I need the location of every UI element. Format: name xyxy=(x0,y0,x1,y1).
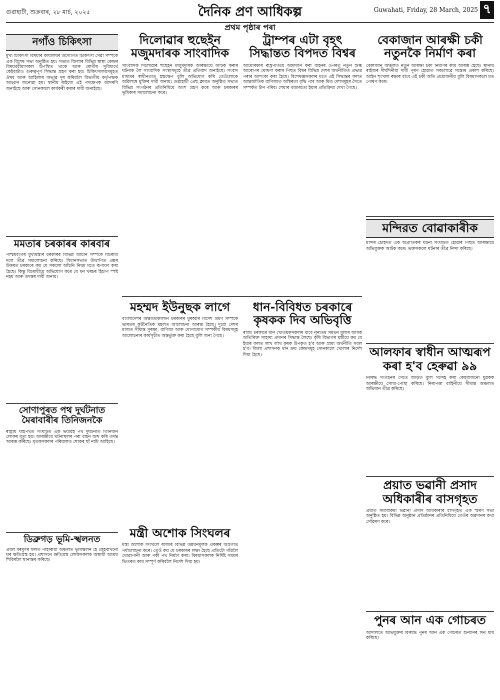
headline: মহম্মদ ইউনুছক লাগে xyxy=(129,300,231,314)
article-body: আদালতে অভিযুক্তৰ বিৰুদ্ধে পুনৰ আন এক গোচৰত শুনানিৰ দিন ধাৰ্য কৰিছে। xyxy=(366,630,494,641)
headline: দিলোৱাৰ হুছেইন মজুমদাৰক সাংবাদিক xyxy=(130,33,230,61)
article-body: ৰাষ্ট্ৰীয় ঘাইপথত সংঘটিত এক ভয়াৱহ পথ দুৰ্ঘটনাত তিনিজন লোকৰ মৃত্যু হয়। আৰক্ষীয়ে ঘটনাস্থলৰ পৰা বাহন জব্দ কৰি তদন্ত আৰম্ভ কৰিছে। মৃতকসকলৰ পৰিয়ালত শোকৰ ছাঁ নামি আহিছে। xyxy=(6,429,118,446)
left-column xyxy=(6,32,118,638)
article-body: প্ৰয়াত সমাজকৰ্মী ভৱানী প্ৰসাদ অধিকাৰীৰ বাসগৃহত এক স্মৰণ সভা অনুষ্ঠিত হয়। বিভিন্ন অনুষ্ঠান প্ৰতিষ্ঠানৰ প্ৰতিনিধিয়ে তেওঁৰ অৱদানৰ কথা সোঁৱৰণ কৰে। xyxy=(366,509,494,525)
article-body: আমেৰিকাৰ ৰাষ্ট্ৰপতিয়ে আমদানি কৰা বাহনৰ ওপৰত নতুন শুল্ক আৰোপৰ ঘোষণা কৰাৰ পিছত বিশ্বৰ বিভিন্ন দেশৰ অৰ্থনীতিত প্ৰভাৱ পৰাৰ আশংকা কৰা হৈছে। বিশেষজ্ঞসকলৰ মতে এই সিদ্ধান্তৰ ফলত আন্তৰ্জাতিক বাণিজ্যত অস্থিৰতা বৃদ্ধি পাব আৰু মিত্ৰ দেশসমূহৰ সৈতে সম্পৰ্কত টান পৰিব। শেয়াৰ বজাৰতো ইয়াৰ প্ৰতিক্ৰিয়া দেখা গৈছে। xyxy=(243,63,362,91)
headline: মন্ত্ৰী অশোক সিংঘলৰ xyxy=(129,526,231,540)
article xyxy=(6,406,118,529)
continuation-label: প্ৰথম পৃষ্ঠাৰ পৰা xyxy=(224,22,276,32)
page-header xyxy=(6,2,494,23)
article xyxy=(122,32,238,296)
headline: পুনৰ আন এক গোচৰত xyxy=(374,613,486,628)
headline: ডিব্ৰুগড় ভূমি-স্খলনত xyxy=(23,534,101,545)
article-body: নিষিদ্ধ সংগঠনৰ সৈতে জড়িত বুলি সন্দেহ কৰা কেইবাজনো যুৱকক আৰক্ষীয়ে সোধা-পোছা কৰিছে। নিৰাপত্তা বাহিনীয়ে সীমান্ত অঞ্চলত অভিযান তীব্ৰ কৰিছে। xyxy=(366,376,494,392)
headline: বেকাজান আৰক্ষী চকী নতুনকৈ নিৰ্মাণ কৰা xyxy=(377,33,483,61)
article xyxy=(243,299,362,681)
article xyxy=(6,34,118,234)
article-body: সাংবাদিক দিলোৱাৰ হুছেইন মজুমদাৰক আৰক্ষীয়ে আটক কৰাৰ ঘটনাক লৈ সাংবাদিক সংস্থাসমূহে তীব্ৰ প্ৰতিবাদ জনাইছে। সংবাদ মাধ্যমৰ স্বাধীনতাত হস্তক্ষেপ বুলি অভিযোগ কৰি তেওঁলোকে অৱিলম্বে মুক্তিৰ দাবী জনায়। গুৱাহাটী প্ৰেছ ক্লাবত অনুষ্ঠিত সভাত বিভিন্ন সংগঠনৰ প্ৰতিনিধিয়ে অংশ গ্ৰহণ কৰে আৰু চৰকাৰৰ ভূমিকাৰ সমালোচনা কৰে। xyxy=(122,63,238,96)
article xyxy=(366,479,494,609)
article-body: মন্দিৰ চৌহদত এক অপ্ৰীতিকৰ ঘটনা সংঘটিত হোৱাৰ পিছত আৰক্ষীয়ে অভিযুক্তক আটক কৰে। ভক্তসকলে ঘটনাৰ তীব্ৰ নিন্দা কৰিছে। xyxy=(366,241,494,252)
article xyxy=(122,299,238,517)
masthead: দৈনিক প্ৰণ আধিকল্প xyxy=(198,5,302,20)
headline: সোণাপুৰত পথ দুৰ্ঘটনাত মৈৰাবাৰীৰ তিনিজনকৈ xyxy=(18,406,106,427)
article-body: বাংলাদেশৰ অন্তৰ্বৰ্তীকালীন চৰকাৰৰ মুৰব্বীৰ বিদেশ ভ্ৰমণ সম্পৰ্কে ভাৰতৰ কূটনৈতিক মহলত আলোচনা আৰম্ভ হৈছে। দুয়ো দেশৰ মাজত সীমান্ত সুৰক্ষা, বাণিজ্য আৰু যোগাযোগ সম্পৰ্কীয় বিষয়সমূহ আলোচনাৰ কাৰ্যসূচীত অন্তৰ্ভুক্ত কৰা হৈছে বুলি জনা গৈছে। xyxy=(122,317,238,339)
article-body: মুখ্য চিকিৎসা বিষয়াৰ কাৰ্যালয়ৰ উদ্যোগত চিকিৎসা সেৱা সম্পৰ্কে এক বিশেষ সভা অনুষ্ঠিত হয়। সভাত জিলাৰ বিভিন্ন স্বাস্থ্য কেন্দ্ৰৰ বিষয়ববীয়াসকল উপস্থিত থাকে আৰু ৰোগীৰ সুবিধাৰ্থে কেইবাটাও গুৰুত্বপূৰ্ণ সিদ্ধান্ত গ্ৰহণ কৰা হয়। চিকিৎসালয়সমূহত ঔষধ আৰু আহিলাৰ অভাৱ দূৰ কৰিবলৈ বিভাগীয় কৰ্তৃপক্ষক আহ্বান জনোৱা হয়। স্থানীয় ৰাইজে এই পদক্ষেপক আদৰণি জনাইছে আৰু সোনকালে কাৰ্যকৰী কৰাৰ দাবী জনাইছে। xyxy=(6,54,118,92)
headline: আলফাৰ স্বাধীন আত্মৰূপ কৰা হ'ব হেৰুৱা ৯৯ xyxy=(369,345,491,373)
page-number: ৭ xyxy=(480,1,494,19)
headline: মমতাৰ চৰকাৰৰ কাৰবাৰ xyxy=(14,239,110,251)
article-body: প্ৰবল বৰষুণৰ ফলত পাহাৰীয়া অঞ্চলত ভূমিস্খলন হৈ কেইবাখনো ঘৰ ক্ষতিগ্ৰস্ত হয়। প্ৰশাসনে ক্ষতিগ্ৰস্ত লোকসকলক অস্থায়ী আশ্ৰয় শিবিৰলৈ স্থানান্তৰ কৰিছে। xyxy=(6,547,118,564)
headline: ট্ৰাম্পৰ এটা বৃহৎ সিদ্ধান্তত বিপদত বিশ্বৰ xyxy=(249,33,356,61)
article xyxy=(6,239,118,401)
headline: প্ৰয়াত ভৱানী প্ৰসাদ অধিকাৰীৰ বাসগৃহত xyxy=(382,478,478,506)
article xyxy=(366,614,494,654)
article xyxy=(6,535,118,638)
article xyxy=(122,525,238,669)
article-body: মন্ত্ৰী অশোক সিংঘলে ৰাজ্যৰ বিভিন্ন উন্নয়নমূলক প্ৰকল্পৰ অগ্ৰগতি পৰ্যালোচনা কৰে। তেওঁ কয় যে চৰকাৰৰ লক্ষ্য হৈছে প্ৰতিটো গাঁৱলৈ খোৱাপানী আৰু পকী পথ নিৰ্মাণ কৰা। বিষয়াসকলক নিৰ্দিষ্ট সময়ৰ ভিতৰত কাম সম্পূৰ্ণ কৰিবলৈ নিৰ্দেশ দিয়া হয়। xyxy=(122,543,238,565)
article-body: পশ্চিমবংগৰ মুখ্যমন্ত্ৰীৰ চৰকাৰৰ বিভিন্ন আঁচনি সম্পৰ্কে বিৰোধী দলে তীব্ৰ সমালোচনা কৰিছে। বিধানসভাত উত্থাপিত প্ৰশ্নৰ উত্তৰত চৰকাৰে কয় যে সকলো আঁচনি নিয়ম মতে ৰূপায়ণ কৰা হৈছে। কিন্তু বিৰোধীয়ে অভিযোগ কৰে যে ধন খৰচৰ হিচাপ স্পষ্ট নহয় আৰু তদন্তৰ দাবী জনায়। xyxy=(6,253,118,280)
article xyxy=(366,34,494,214)
article-body: বেকাজান অঞ্চলত নতুন আৰক্ষী চকী নিৰ্মাণৰ কাম আৰম্ভ হৈছে। স্থানীয় ৰাইজৰ দীৰ্ঘদিনীয়া দাবী পূৰণ হোৱাত সকলোৱে সন্তোষ প্ৰকাশ কৰিছে। আইন শৃংখলা ৰক্ষাৰ বাবে এই চকী অতি প্ৰয়োজনীয় বুলি বিষয়াসকলে মত পোষণ কৰে। xyxy=(366,63,494,86)
center-column xyxy=(122,32,362,679)
article-body: ৰাজ্য চৰকাৰে ধান খেতিয়কসকলৰ বাবে নূন্যতম সমৰ্থন মূল্যৰ অধিক অতিৰিক্ত সাহায্য প্ৰদানৰ সিদ্ধান্ত লৈছে। কৃষি বিভাগৰ মন্ত্ৰীয়ে কয় যে ইয়াৰ ফলত লাখ লাখ কৃষক উপকৃত হ'ব আৰু গ্ৰাম্য অৰ্থনীতি সবল হ'ব। জিলা প্ৰশাসনক ধান ক্ৰয় কেন্দ্ৰসমূহ সোনকালে খোলাৰ নিৰ্দেশ দিয়া হৈছে। xyxy=(243,330,362,358)
date-right: Guwahati, Friday, 28 March, 2025 xyxy=(373,7,478,14)
headline: নগাঁও চিকিৎসা xyxy=(6,34,118,51)
date-left: গুৱাহাটী, শুক্ৰবাৰ, ২৮ মাৰ্চ, ২০২৫ xyxy=(6,9,91,16)
article xyxy=(366,346,494,474)
headline: ধান-বিবিধত চৰকাৰে কৃষকক দিব অভিবৃত্তি xyxy=(252,300,353,328)
article xyxy=(243,32,362,296)
right-column xyxy=(366,32,494,655)
headline: মন্দিরত বোৱাকাৰীক xyxy=(366,219,494,238)
article xyxy=(366,219,494,341)
